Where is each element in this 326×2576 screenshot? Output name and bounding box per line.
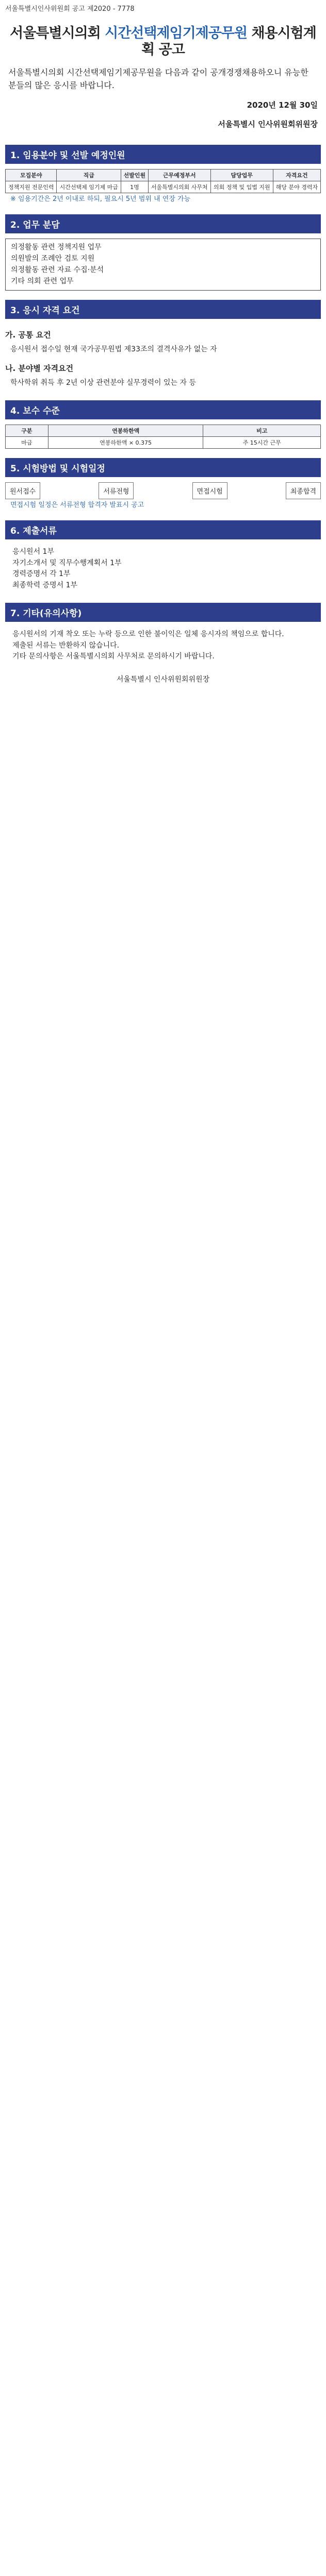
section-1-header: 1. 임용분야 및 선발 예정인원	[5, 145, 321, 164]
page-title	[5, 18, 321, 64]
table-header: 비고	[203, 425, 321, 436]
table-cell: 1명	[121, 181, 149, 193]
table-header: 근무예정부서	[148, 169, 210, 181]
table-header: 선발인원	[121, 169, 149, 181]
table-cell: 서울특별시의회 사무처	[148, 181, 210, 193]
notice-date: 2020년 12월 30일	[247, 100, 318, 110]
list-item: 제출된 서류는 반환하지 않습니다.	[12, 641, 120, 650]
list-item: 기타 문의사항은 서울특별시의회 사무처로 문의하시기 바랍니다.	[12, 652, 215, 661]
footer: 서울특별시 인사위원회위원장	[116, 675, 210, 684]
specific-text: 학사학위 취득 후 2년 이상 관련분야 실무경력이 있는 자 등	[10, 378, 197, 387]
section-7-header: 7. 기타(유의사항)	[5, 603, 321, 622]
list-item: 최종학력 증명서 1부	[12, 581, 77, 590]
table-header: 자격요건	[273, 169, 320, 181]
table-cell: 시간선택제 임기제 마급	[57, 181, 121, 193]
section-4-header: 4. 보수 수준	[5, 400, 321, 419]
documents-list	[5, 545, 321, 594]
table-header: 직급	[57, 169, 121, 181]
exam-date: 면접시험 일정은 서류전형 합격자 발표시 공고	[10, 501, 144, 509]
list-item: 자기소개서 및 직무수행계획서 1부	[12, 558, 122, 567]
schedule-flow	[5, 482, 321, 499]
flow-step: 면접시험	[192, 482, 227, 499]
notes-list	[5, 627, 321, 665]
title-mid: 시간선택제임기제공무원	[105, 25, 248, 41]
list-item: 경력증명서 각 1부	[12, 570, 71, 579]
list-item: 의정활동 관련 정책지원 업무	[11, 243, 102, 252]
recruit-table	[5, 169, 321, 193]
section-6-header: 6. 제출서류	[5, 520, 321, 539]
title-post: 채용시험계획 공고	[141, 25, 316, 58]
flow-step: 원서접수	[5, 482, 40, 499]
table-cell: 연봉하한액 × 0.375	[48, 436, 203, 448]
common-text: 응시원서 접수일 현재 국가공무원법 제33조의 결격사유가 없는 자	[10, 345, 217, 354]
section-2-header: 2. 업무 분담	[5, 214, 321, 233]
list-item: 의원발의 조례안 검토 지원	[11, 255, 95, 263]
recruit-note: ※ 임용기간은 2년 이내로 하되, 필요시 5년 범위 내 연장 가능	[10, 195, 191, 203]
specific-title: 나. 분야별 자격요건	[5, 363, 74, 373]
notice-id: 서울특별시인사위원회 공고 제2020 - 7778	[5, 5, 135, 13]
section-3-header: 3. 응시 자격 요건	[5, 300, 321, 319]
table-header: 연봉하한액	[48, 425, 203, 436]
table-header: 구분	[6, 425, 48, 436]
table-cell: 마급	[6, 436, 48, 448]
intro-text: 서울특별시의회 시간선택제임기제공무원을 다음과 같이 공개경쟁채용하오니 유능한 분들의 많은 응시를 바랍니다.	[8, 67, 308, 91]
list-item: 의정활동 관련 자료 수집·분석	[11, 265, 104, 274]
list-item: 응시원서 1부	[12, 548, 54, 556]
table-cell: 해당 분야 경력자	[273, 181, 320, 193]
list-item: 기타 의회 관련 업무	[11, 277, 74, 285]
salary-table	[5, 425, 321, 449]
section-5-header: 5. 시험방법 및 시험일정	[5, 458, 321, 477]
common-title: 가. 공통 요건	[5, 330, 51, 340]
table-cell: 의회 정책 및 입법 지원	[210, 181, 273, 193]
flow-step: 서류전형	[99, 482, 134, 499]
title-pre: 서울특별시의회	[10, 25, 101, 41]
issuer: 서울특별시 인사위원회위원장	[218, 119, 318, 129]
table-header: 담당업무	[210, 169, 273, 181]
list-item: 응시원서의 기재 착오 또는 누락 등으로 인한 불이익은 일체 응시자의 책임으로 합니다.	[12, 630, 284, 638]
table-cell: 주 15시간 근무	[203, 436, 321, 448]
duties-box	[5, 239, 321, 291]
flow-step: 최종합격	[286, 482, 321, 499]
table-cell: 정책지원 전문인력	[6, 181, 57, 193]
table-header: 모집분야	[6, 169, 57, 181]
